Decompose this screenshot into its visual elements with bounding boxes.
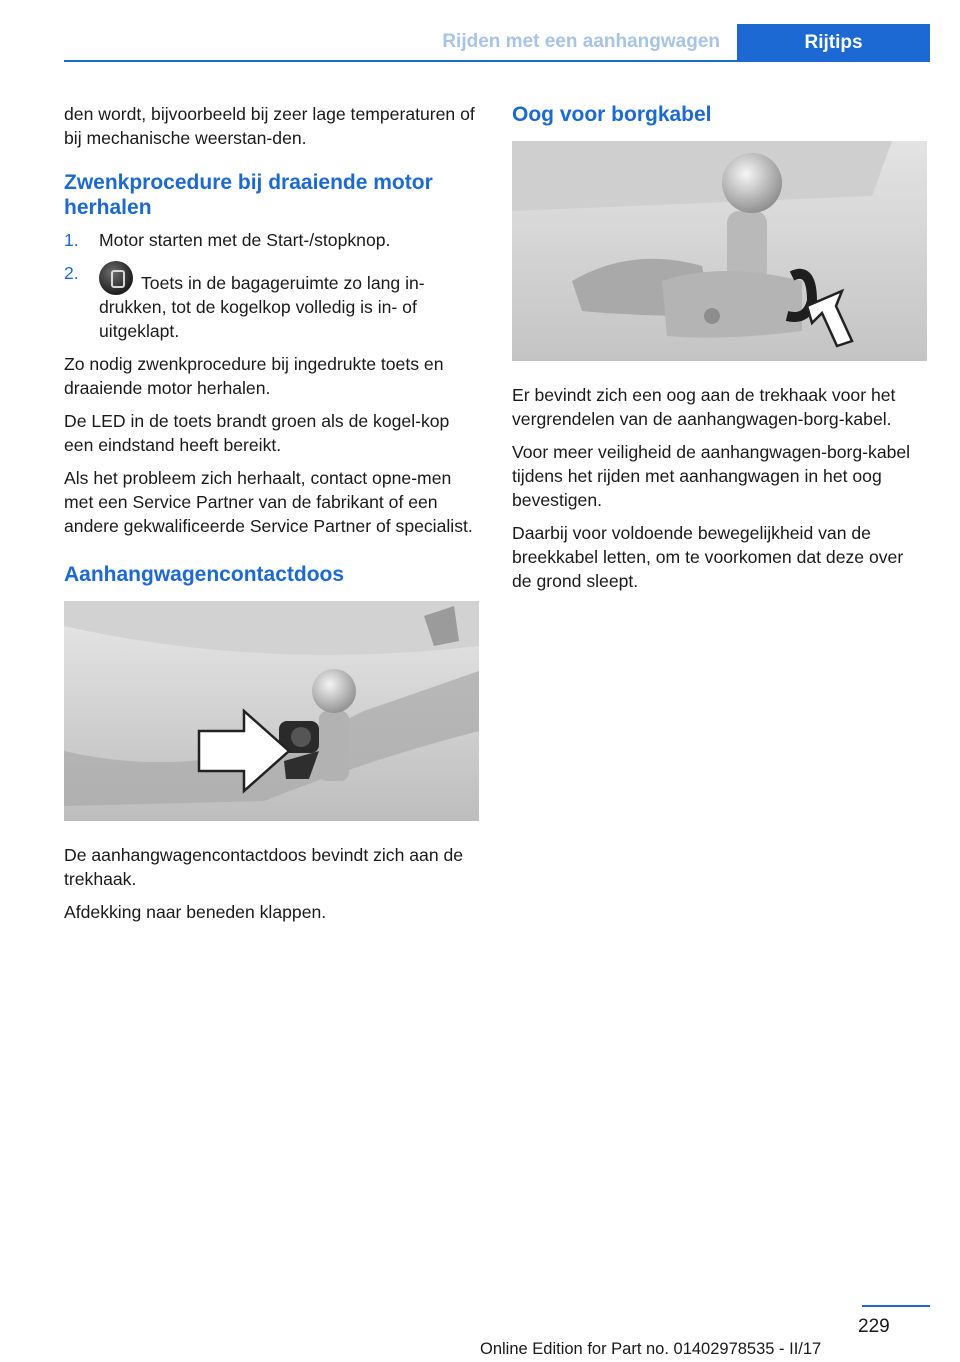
list-item	[64, 261, 479, 343]
led-paragraph: De LED in de toets brandt groen als de kogel-kop een eindstand heeft bereikt.	[64, 411, 450, 455]
eye-safety-paragraph: Voor meer veiligheid de aanhangwagen-borg-kabel tijdens het rijden met aanhangwagen in het oog bevestigen.	[512, 442, 911, 510]
chapter-title: Rijden met een aanhangwagen	[442, 31, 720, 52]
edition-note: Online Edition for Part no. 01402978535 - II/17	[480, 1340, 822, 1358]
footer-divider	[862, 1305, 930, 1307]
heading-swivel-procedure: Zwenkprocedure bij draaiende motor herhalen	[64, 171, 433, 219]
step-text: Motor starten met de Start-/stopknop.	[99, 230, 391, 250]
page-number: 229	[858, 1316, 890, 1337]
eye-location-paragraph: Er bevindt zich een oog aan de trekhaak voor het vergrendelen van de aanhangwagen-borg-kabel.	[512, 385, 896, 429]
step-number: 2.	[64, 263, 79, 283]
left-column	[64, 102, 479, 933]
repeat-paragraph: Zo nodig zwenkprocedure bij ingedrukte toets en draaiende motor herhalen.	[64, 354, 444, 398]
socket-location-paragraph: De aanhangwagencontactdoos bevindt zich aan de trekhaak.	[64, 845, 464, 889]
right-column	[512, 102, 927, 602]
safety-cable-eye-illustration	[512, 141, 927, 361]
socket-cover-paragraph: Afdekking naar beneden klappen.	[64, 902, 327, 922]
step-text: Toets in de bagageruimte zo lang in-drukken, tot de kogelkop volledig is in- of uitgeklapt.	[99, 273, 425, 341]
step-number: 1.	[64, 230, 79, 250]
problem-paragraph: Als het probleem zich herhaalt, contact opne-men met een Service Partner van de fabrikant of een andere gekwalificeerde Service Partner of specialist.	[64, 468, 473, 536]
heading-safety-eye: Oog voor borgkabel	[512, 103, 712, 126]
eye-slack-paragraph: Daarbij voor voldoende bewegelijkheid van de breekkabel letten, om te voorkomen dat deze over de grond sleept.	[512, 523, 904, 591]
header-divider	[64, 60, 737, 62]
step-list	[64, 228, 479, 343]
section-tab: Rijtips	[737, 24, 930, 62]
heading-trailer-socket: Aanhangwagencontactdoos	[64, 563, 345, 586]
trailer-hitch-button-icon	[99, 261, 133, 295]
list-item	[64, 228, 479, 252]
trailer-socket-illustration	[64, 601, 479, 821]
intro-paragraph: den wordt, bijvoorbeeld bij zeer lage temperaturen of bij mechanische weerstan-den.	[64, 104, 475, 148]
